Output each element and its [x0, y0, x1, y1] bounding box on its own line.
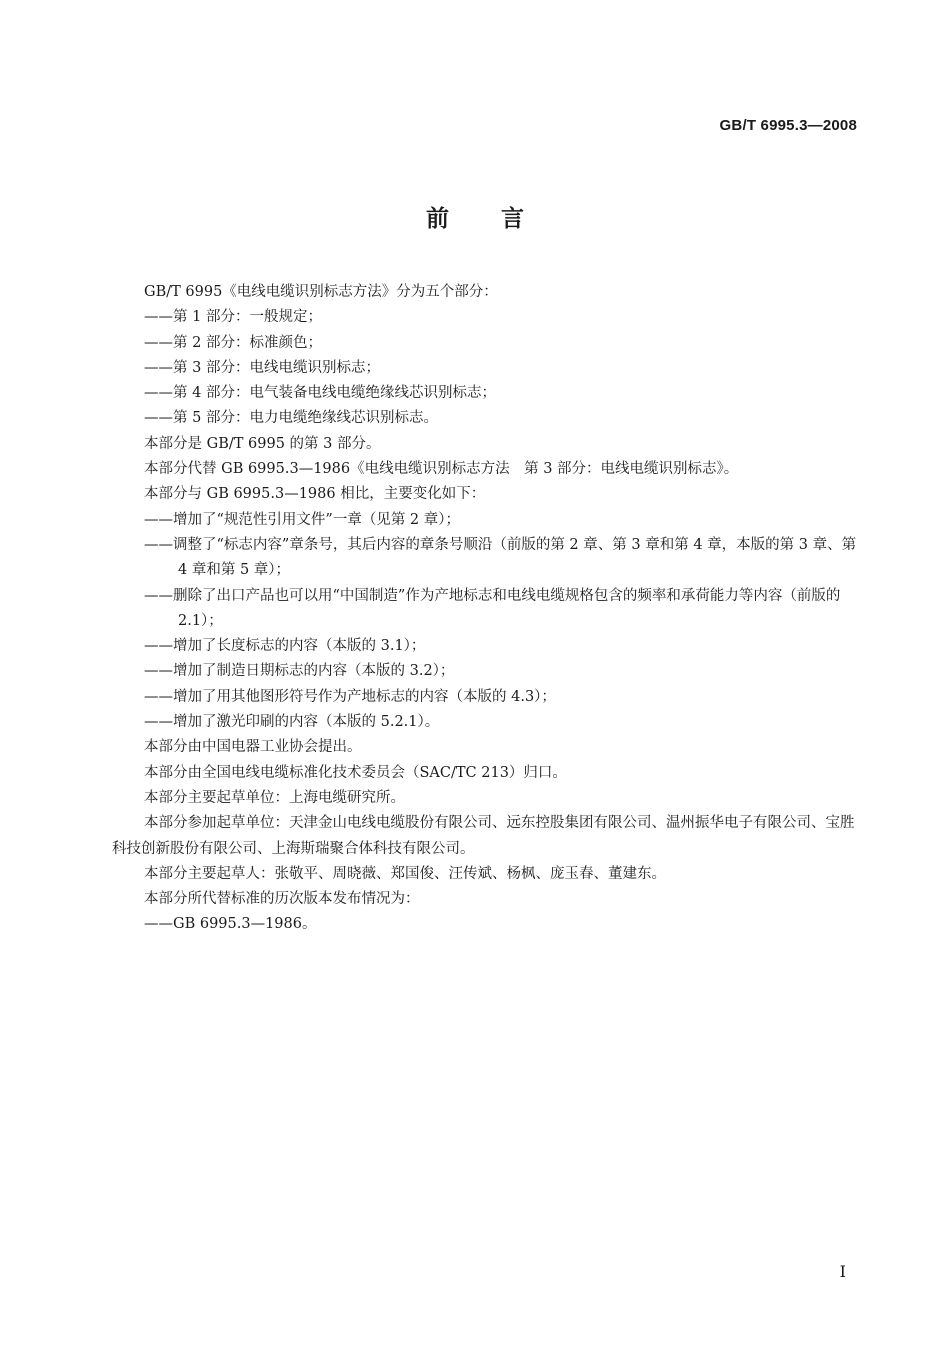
page-number: I	[839, 1262, 846, 1281]
change-list-item: ——调整了“标志内容”章条号，其后内容的章条号顺沿（前版的第 2 章、第 3 章和第 4 章，本版的第 3 章、第 4 章和第 5 章）；	[144, 536, 857, 579]
part-list-item: ——第 4 部分：电气装备电线电缆绝缘线芯识别标志；	[144, 385, 496, 402]
paragraph: 本部分与 GB 6995.3—1986 相比，主要变化如下：	[144, 486, 486, 503]
part-list-item: ——第 5 部分：电力电缆绝缘线芯识别标志。	[144, 410, 438, 427]
paragraph: 本部分主要起草单位：上海电缆研究所。	[144, 789, 405, 806]
paragraph: 本部分参加起草单位：天津金山电线电缆股份有限公司、远东控股集团有限公司、温州振华电子有限公司、宝胜科技创新股份有限公司、上海斯瑞聚合体科技有限公司。	[112, 815, 855, 857]
page-title: 前言	[426, 206, 576, 232]
change-list-item: ——增加了长度标志的内容（本版的 3.1）；	[144, 638, 426, 655]
history-list-item: ——GB 6995.3—1986。	[144, 916, 317, 933]
change-list-item: ——增加了用其他图形符号作为产地标志的内容（本版的 4.3）；	[144, 688, 556, 705]
change-list-item: ——增加了“规范性引用文件”一章（见第 2 章）；	[144, 511, 461, 528]
paragraph: 本部分由中国电器工业协会提出。	[144, 739, 362, 756]
change-list-item: ——删除了出口产品也可以用“中国制造”作为产地标志和电线电缆规格包含的频率和承荷能力等内容（前版的 2.1）；	[144, 587, 841, 629]
paragraph: GB/T 6995《电线电缆识别标志方法》分为五个部分：	[144, 284, 498, 300]
change-list-item: ——增加了制造日期标志的内容（本版的 3.2）；	[144, 663, 455, 680]
foreword-body	[112, 280, 857, 938]
paragraph: 本部分是 GB/T 6995 的第 3 部分。	[144, 435, 381, 452]
part-list-item: ——第 2 部分：标准颜色；	[144, 334, 322, 351]
paragraph: 本部分主要起草人：张敬平、周晓薇、郑国俊、汪传斌、杨枫、庞玉春、董建东。	[144, 865, 666, 882]
paragraph: 本部分由全国电线电缆标准化技术委员会（SAC/TC 213）归口。	[144, 764, 567, 781]
paragraph: 本部分所代替标准的历次版本发布情况为：	[144, 891, 420, 908]
change-list-item: ——增加了激光印刷的内容（本版的 5.2.1）。	[144, 714, 440, 731]
standard-code: GB/T 6995.3—2008	[719, 117, 857, 134]
part-list-item: ——第 3 部分：电线电缆识别标志；	[144, 359, 380, 376]
part-list-item: ——第 1 部分：一般规定；	[144, 309, 322, 326]
paragraph: 本部分代替 GB 6995.3—1986《电线电缆识别标志方法 第 3 部分：电线电缆识别标志》。	[144, 461, 739, 478]
